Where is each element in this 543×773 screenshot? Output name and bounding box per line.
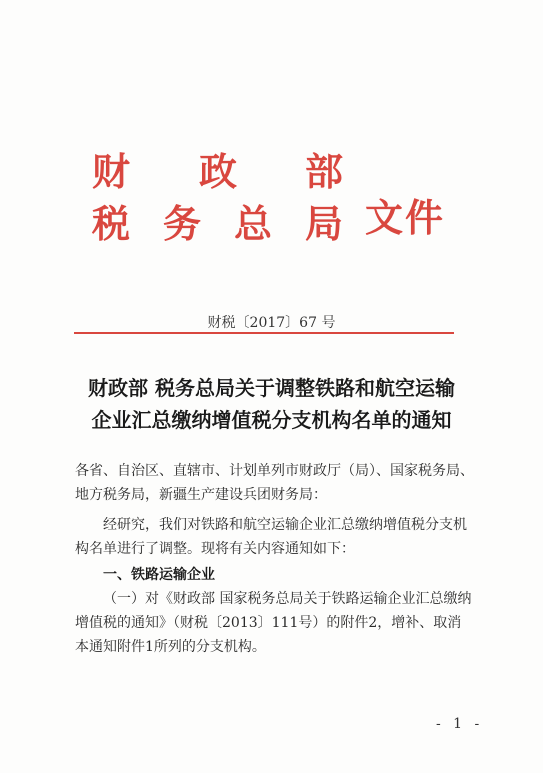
document-title-line-2: 企业汇总缴纳增值税分支机构名单的通知 — [91, 408, 452, 432]
document-title-line-1: 财政部 税务总局关于调整铁路和航空运输 — [88, 376, 455, 400]
header-char: 政 — [199, 149, 238, 194]
page-number: - 1 - — [436, 716, 484, 732]
header-char: 税 — [92, 201, 131, 246]
intro-paragraph: 经研究，我们对铁路和航空运输企业汇总缴纳增值税分支机构名单进行了调整。现将有关内容通知如下： — [75, 517, 467, 557]
header-char: 财 — [92, 149, 131, 194]
header-char: 总 — [234, 201, 273, 246]
addressees-paragraph: 各省、自治区、直辖市、计划单列市财政厅（局）、国家税务局、地方税务局，新疆生产建设兵团财务局： — [75, 463, 474, 503]
header-document-label: 文件 — [365, 195, 446, 240]
document-number: 财税〔2017〕67 号 — [207, 315, 336, 331]
section-item-paragraph: （一）对《财政部 国家税务总局关于铁路运输企业汇总缴纳增值税的通知》（财税〔2013〕111号）的附件2，增补、取消本通知附件1所列的分支机构。 — [75, 591, 472, 655]
red-divider-rule — [74, 332, 454, 334]
header-char: 部 — [305, 149, 344, 194]
header-char: 务 — [163, 201, 202, 246]
header-char: 局 — [305, 201, 344, 246]
section-heading: 一、铁路运输企业 — [103, 567, 215, 583]
